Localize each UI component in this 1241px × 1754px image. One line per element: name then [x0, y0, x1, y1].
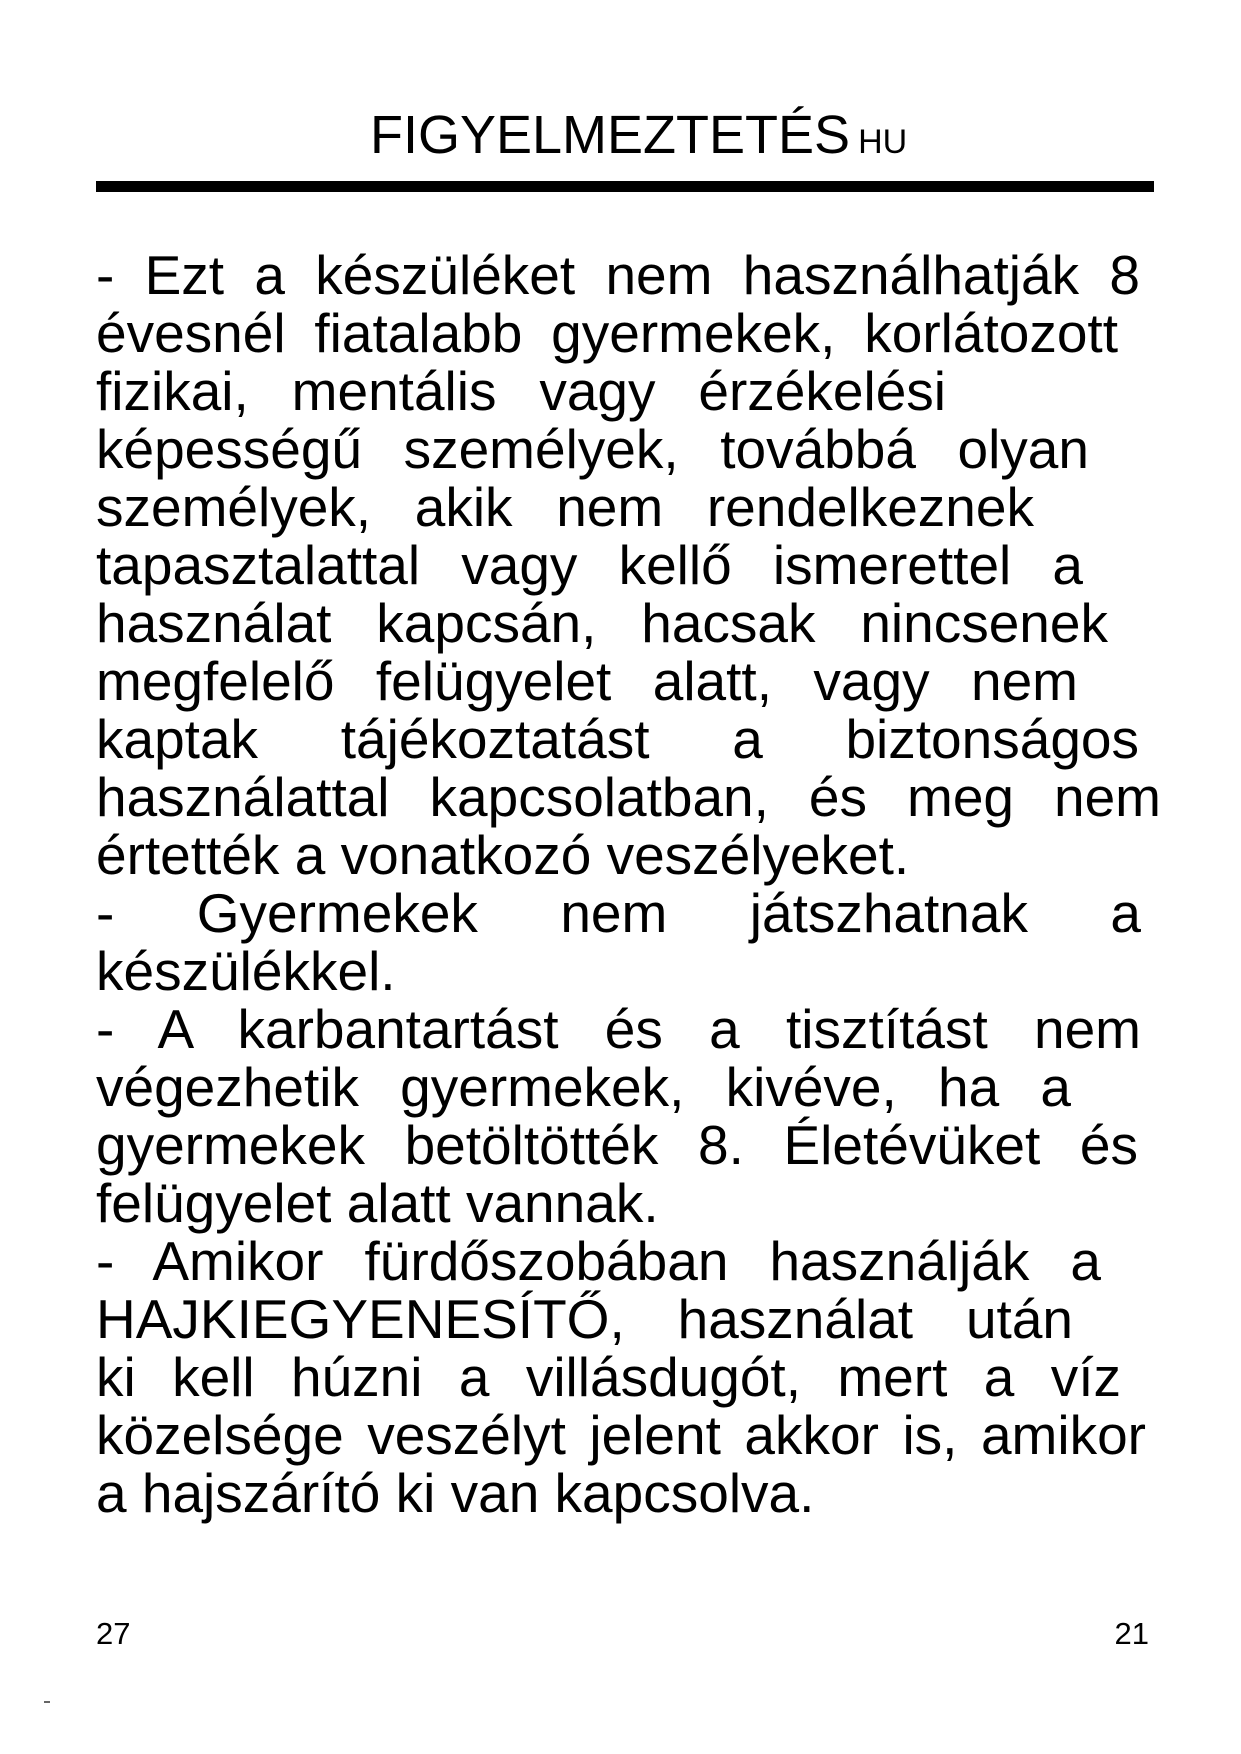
header-divider: [96, 181, 1154, 192]
text-line: évesnél fiatalabb gyermekek, korlátozott: [96, 302, 1118, 364]
text-line: képességű személyek, továbbá olyan: [96, 418, 1089, 480]
text-line: végezhetik gyermekek, kivéve, ha a: [96, 1056, 1071, 1118]
text-line: - Gyermekek nem játszhatnak a: [96, 882, 1141, 944]
language-code: HU: [858, 123, 908, 161]
text-line: közelsége veszélyt jelent akkor is, amikor: [96, 1404, 1146, 1466]
text-line: kaptak tájékoztatást a biztonságos: [96, 708, 1139, 770]
page-number-left: 27: [96, 1616, 131, 1651]
text-line: használattal kapcsolatban, és meg nem: [96, 766, 1161, 828]
text-line: értették a vonatkozó veszélyeket.: [96, 824, 910, 886]
text-line: tapasztalattal vagy kellő ismerettel a: [96, 534, 1083, 596]
text-line: fizikai, mentális vagy érzékelési: [96, 360, 946, 422]
text-line: ki kell húzni a villásdugót, mert a víz: [96, 1346, 1121, 1408]
page-title: FIGYELMEZTETÉS: [370, 105, 851, 165]
text-line: felügyelet alatt vannak.: [96, 1172, 659, 1234]
page-header: [370, 105, 908, 165]
text-line: HAJKIEGYENESÍTŐ, használat után: [96, 1288, 1073, 1350]
text-line: - Ezt a készüléket nem használhatják 8: [96, 244, 1140, 306]
text-line: használat kapcsán, hacsak nincsenek: [96, 592, 1108, 654]
text-line: készülékkel.: [96, 940, 396, 1002]
page-number-right: 21: [1114, 1616, 1149, 1651]
text-line: személyek, akik nem rendelkeznek: [96, 476, 1034, 538]
text-line: - Amikor fürdőszobában használják a: [96, 1230, 1101, 1292]
text-line: gyermekek betöltötték 8. Életévüket és: [96, 1114, 1138, 1176]
scan-mark: [44, 1701, 50, 1703]
text-line: a hajszárító ki van kapcsolva.: [96, 1462, 815, 1524]
warning-text: [96, 246, 1161, 1522]
text-line: - A karbantartást és a tisztítást nem: [96, 998, 1141, 1060]
text-line: megfelelő felügyelet alatt, vagy nem: [96, 650, 1078, 712]
